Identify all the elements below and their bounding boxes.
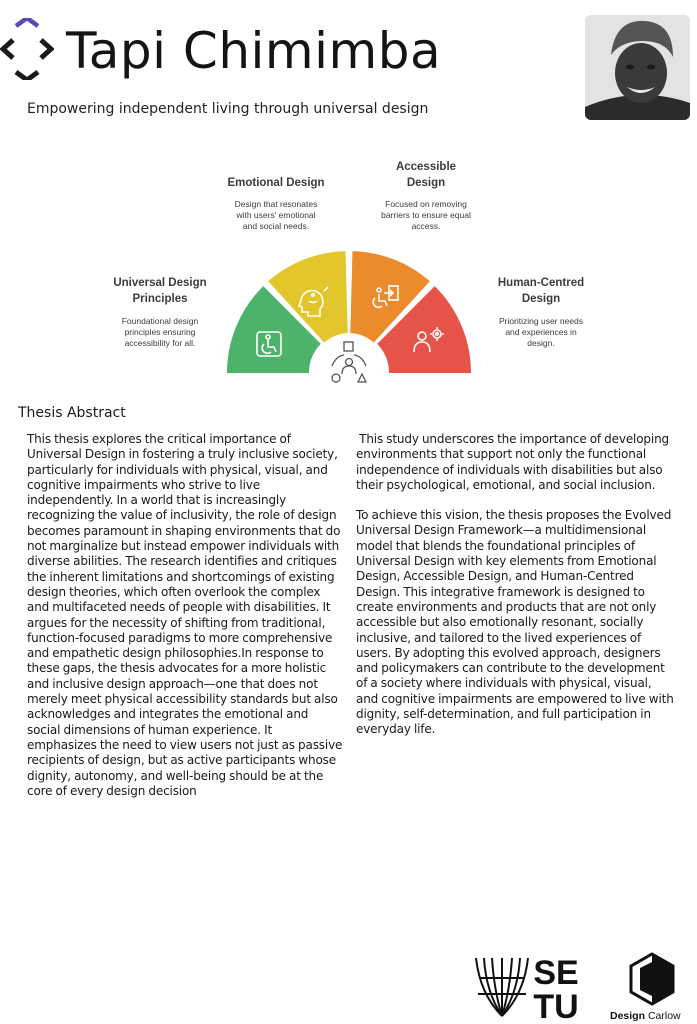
svg-text:Universal Design: Universal Design (113, 277, 207, 289)
tagline: Empowering independent living through universal design (27, 101, 429, 117)
svg-text:accessibility for all.: accessibility for all. (124, 338, 196, 348)
design-carlow-mark-icon (628, 952, 676, 1006)
portrait-image-icon (585, 15, 690, 120)
setu-fan-icon (476, 958, 528, 1016)
svg-text:with users' emotional: with users' emotional (236, 210, 316, 220)
svg-text:and experiences in: and experiences in (505, 327, 577, 337)
universal-design-diagram (100, 150, 600, 390)
svg-text:Principles: Principles (132, 293, 188, 305)
svg-text:principles ensuring: principles ensuring (124, 327, 196, 337)
svg-text:barriers to ensure equal: barriers to ensure equal (381, 210, 471, 220)
design-carlow-light: Carlow (647, 1010, 681, 1022)
author-portrait (585, 15, 690, 120)
label-accessible-design (381, 161, 471, 231)
abstract-paragraph: This study underscores the importance of developing environments that support not only the functional independence of individuals with disabilities but also their psychological, emotional, and social inclusion. (356, 432, 673, 492)
label-emotional-design (227, 177, 324, 231)
setu-text-top: SE (533, 954, 579, 992)
svg-text:Accessible: Accessible (395, 161, 457, 173)
shapes-people-icon (332, 342, 366, 382)
svg-text:access.: access. (411, 221, 441, 231)
label-human-centred-design (498, 277, 584, 348)
svg-text:Design: Design (406, 177, 446, 189)
svg-text:and social needs.: and social needs. (242, 221, 310, 231)
setu-logo (474, 954, 584, 1020)
abstract-paragraph: To achieve this vision, the thesis proposes the Evolved Universal Design Framework—a multidimensional model that blends the foundational principles of Universal Design with key elements from Emotional Design, Accessible Design, and Human-Centred Design. This integrative framework is designed to create environments and products that are not only accessible but also emotionally resonant, socially inclusive, and tailored to the lived experiences of users. By adopting this evolved approach, designers and policymakers can contribute to the development of a society where individuals with physical, visual, and cognitive impairments are empowered to live with dignity, self-determination, and full participation in everyday life. (356, 508, 674, 737)
abstract-paragraph: This thesis explores the critical importance of Universal Design in fostering a truly inclusive society, particularly for individuals with physical, visual, and cognitive impairments who strive to live independently. In a world that is increasingly recognizing the value of inclusivity, the role of design becomes paramount in shaping environments that do not marginalize but instead empower individuals with diverse abilities. The research identifies and critiques the inherent limitations and shortcomings of existing design theories, which often overlook the complex and multifaceted needs of people with disabilities. It argues for the necessity of shifting from traditional, function-focused paradigms to more comprehensive and empathetic design philosophies.In response to these gaps, the thesis advocates for a more holistic and inclusive design approach—one that does not merely meet physical accessibility standards but also acknowledges and integrates the emotional and social dimensions of human experience. It emphasizes the need to view users not just as passive recipients of design, but as active participants whose dignity, autonomy, and well-being should be at the core of every design decision (27, 432, 343, 798)
abstract-left-column (27, 432, 343, 814)
setu-text-bottom: TU (533, 988, 579, 1020)
abstract-heading: Thesis Abstract (18, 405, 126, 421)
abstract-right-column (356, 432, 674, 753)
svg-text:Foundational design: Foundational design (121, 316, 199, 326)
svg-text:Design that resonates: Design that resonates (234, 199, 318, 209)
brand-logo-icon (0, 18, 54, 80)
svg-text:Prioritizing user needs: Prioritizing user needs (498, 316, 584, 326)
author-name: Tapi Chimimba (66, 22, 442, 80)
svg-text:Design: Design (521, 293, 561, 305)
label-universal-design (113, 277, 206, 348)
design-carlow-wordmark (610, 1010, 681, 1022)
design-carlow-bold: Design (610, 1010, 646, 1022)
svg-text:Focused on removing: Focused on removing (385, 199, 467, 209)
svg-text:design.: design. (527, 338, 555, 348)
svg-text:Human-Centred: Human-Centred (497, 277, 585, 289)
svg-text:Emotional Design: Emotional Design (227, 177, 325, 189)
